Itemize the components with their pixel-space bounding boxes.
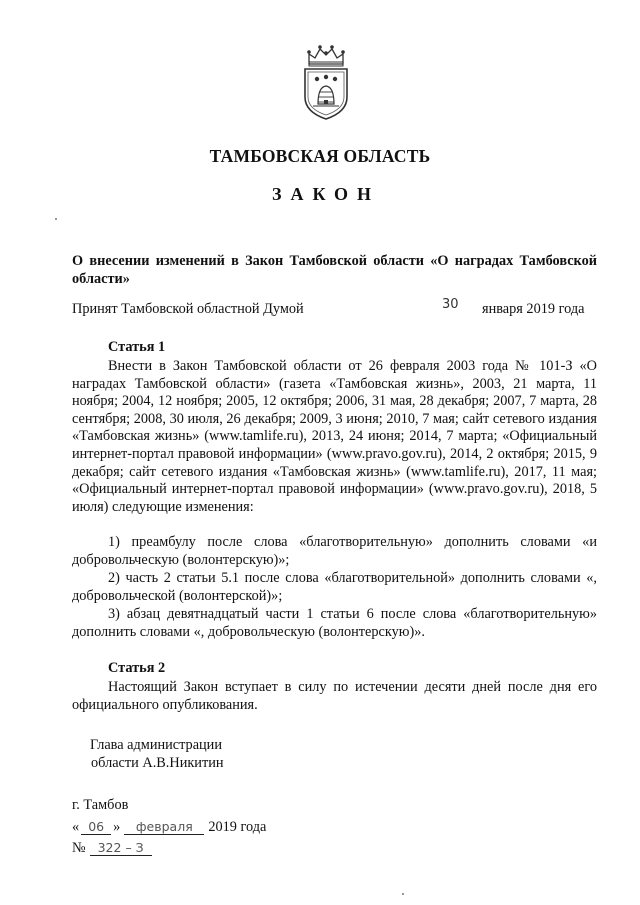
signatory-title: Глава администрации	[90, 737, 222, 753]
adopted-day: 30	[442, 297, 459, 312]
article-heading: Статья 1	[108, 339, 166, 355]
signatory-name: области А.В.Никитин	[91, 754, 224, 771]
law-subject: О внесении изменений в Закон Тамбовской области «О наградах Тамбовской области»	[72, 253, 597, 287]
article-paragraph: 1) преамбулу после слова «благотворительную» дополнить словами «и добровольческую (волонтерскую)»;	[72, 534, 597, 568]
signature-block	[90, 737, 224, 772]
article-paragraph: 3) абзац девятнадцатый части 1 статьи 6 после слова «благотворительную» дополнить словами «, добровольческую (волонтерскую)».	[72, 606, 597, 640]
article-heading: Статья 2	[108, 660, 166, 676]
scan-speck	[55, 218, 57, 220]
handwritten-month: февраля	[124, 820, 204, 835]
article-paragraph: Настоящий Закон вступает в силу по истечении десяти дней после дня его официального опубликования.	[72, 679, 597, 713]
handwritten-day: 06	[81, 820, 111, 835]
region-title: ТАМБОВСКАЯ ОБЛАСТЬ	[209, 146, 431, 166]
article-paragraph: Внести в Закон Тамбовской области от 26 февраля 2003 года № 101-З «О наградах Тамбовской области» (газета «Тамбовская жизнь», 2003, 21 марта, 11 ноября; 2004, 12 ноября; 2005, 12 октября; 2006, 31 мая, 28 декабря; 2007, 7 марта, 28 сентября; 2008, 30 июля, 26 декабря; 2009, 3 июня; 2010, 7 мая; сайт сетевого издания «Тамбовская жизнь» (www.tamlife.ru), 2013, 24 июня; 2014, 7 марта; «Официальный интернет-портал правовой информации» (www.pravo.gov.ru), 2014, 2 октября; 2015, 9 декабря; сайт сетевого издания «Тамбовская жизнь» (www.tamlife.ru), 2017, 11 мая; «Официальный интернет-портал правовой информации» (www.pravo.gov.ru), 2018, 5 июля) следующие изменения:	[72, 358, 597, 515]
article-paragraph: 2) часть 2 статьи 5.1 после слова «благотворительной» дополнить словами «, добровольческой (волонтерской)»;	[72, 570, 597, 604]
adopted-date: января 2019 года	[482, 301, 585, 317]
signing-date: « 06 » февраля 2019 года	[72, 819, 267, 835]
scan-speck	[402, 893, 404, 895]
handwritten-number: 322 – З	[90, 841, 152, 856]
tambov-coat-of-arms-icon	[295, 42, 357, 122]
document-type-title: ЗАКОН	[271, 184, 381, 204]
law-number: № 322 – З	[72, 840, 152, 857]
city: г. Тамбов	[72, 797, 129, 813]
adopted-by: Принят Тамбовской областной Думой	[72, 301, 304, 317]
